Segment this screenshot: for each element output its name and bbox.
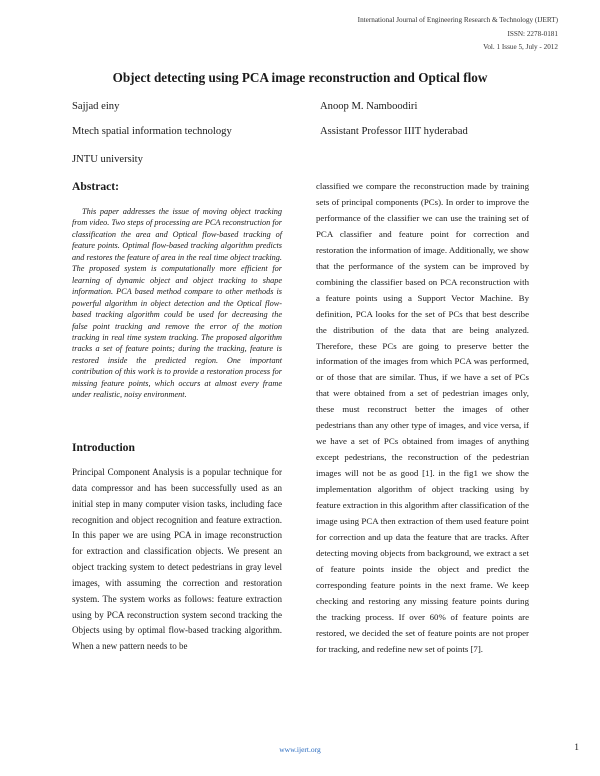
introduction-body: Principal Component Analysis is a popular technique for data compressor and has been successfully used as an initial step in many computer vision tasks, including face recognition and object recognition and feature extraction. In this paper we are using PCA in image reconstruction for extraction and classification objects. We present an object tracking system to detect pedestrians in gray level images, with assuming the correction and restoration system. The system works as follows: feature extraction using by PCA reconstruction system second tracking the Objects using by optimal flow-based tracking algorithm. When a new pattern needs to be [72, 467, 282, 652]
author1-university: JNTU university [72, 154, 143, 165]
page-number: 1 [574, 743, 579, 753]
author2-name: Anoop M. Namboodiri [320, 101, 418, 112]
issn: ISSN: 2278-0181 [507, 30, 558, 38]
author1-affiliation: Mtech spatial information technology [72, 126, 232, 137]
abstract-heading: Abstract: [72, 180, 120, 193]
author1-name: Sajjad einy [72, 101, 120, 112]
journal-name: International Journal of Engineering Research & Technology (IJERT) [357, 16, 558, 24]
paper-title: Object detecting using PCA image reconstruction and Optical flow [112, 70, 488, 85]
footer-url[interactable]: www.ijert.org [279, 745, 321, 754]
author2-affiliation: Assistant Professor IIIT hyderabad [320, 126, 468, 137]
abstract-body: This paper addresses the issue of moving object tracking from video. Two steps of processing are PCA reconstruction for classification the area and Optical flow-based tracking of feature points. Optimal flow-based tracking algorithm predicts and restores the feature of area in the real time object tracking. The proposed system is computationally more efficient for learning of dynamic object and object tracking to shape information. PCA based method compare to other methods is powerful algorithm in object detection and the Optical flow-based tracking algorithm could be used for decreasing the false point tracking and remove the error of the motion tracking in real time system tracking. The proposed algorithm tracks a set of feature points; during the tracking, feature is restored inside the predicted region. One important contribution of this work is to provide a restoration process for missing feature points, which occurs at almost every frame under realistic, noisy environment. [72, 207, 282, 400]
introduction-heading: Introduction [72, 441, 135, 454]
right-column-body: classified we compare the reconstruction made by training sets of principal components (PCs). In order to improve the performance of the classifier we can use the training set of PCA classifier and feature point for correction and restoration the information of image. Additionally, we show that the performance of the system can be improved by combining the classifier based on PCA reconstruction with a feature points using a Support Vector Machine. By definition, PCA looks for the set of PCs that best describe the distribution of the data that are being analyzed. Therefore, these PCs are going to preserve better the information of the images from which PCA was performed, or of those that are similar. Thus, if we have a set of PCs that were obtained from a set of pedestrian images only, these must reconstruct better the images of other pedestrians than any other type of images, and vice versa, if we have a set of PCs obtained from images of anything except pedestrians, the reconstruction of the pedestrian images will not be as good [1]. in the fig1 we show the implementation algorithm of object tracking using by feature extraction in this algorithm after classification of the image using PCA then extraction of them used feature point for correction and up data the feature that are tracks. After detecting moving objects from background, we extract a set of feature points inside the object and predict the corresponding feature points in the next frame. We keep checking and restoring any missing feature points during the tracking process. If over 60% of feature points are restored, we decided the set of feature points are not proper for tracking, and redefine new set of points [7]. [316, 181, 529, 654]
volume-issue: Vol. 1 Issue 5, July - 2012 [483, 43, 558, 51]
